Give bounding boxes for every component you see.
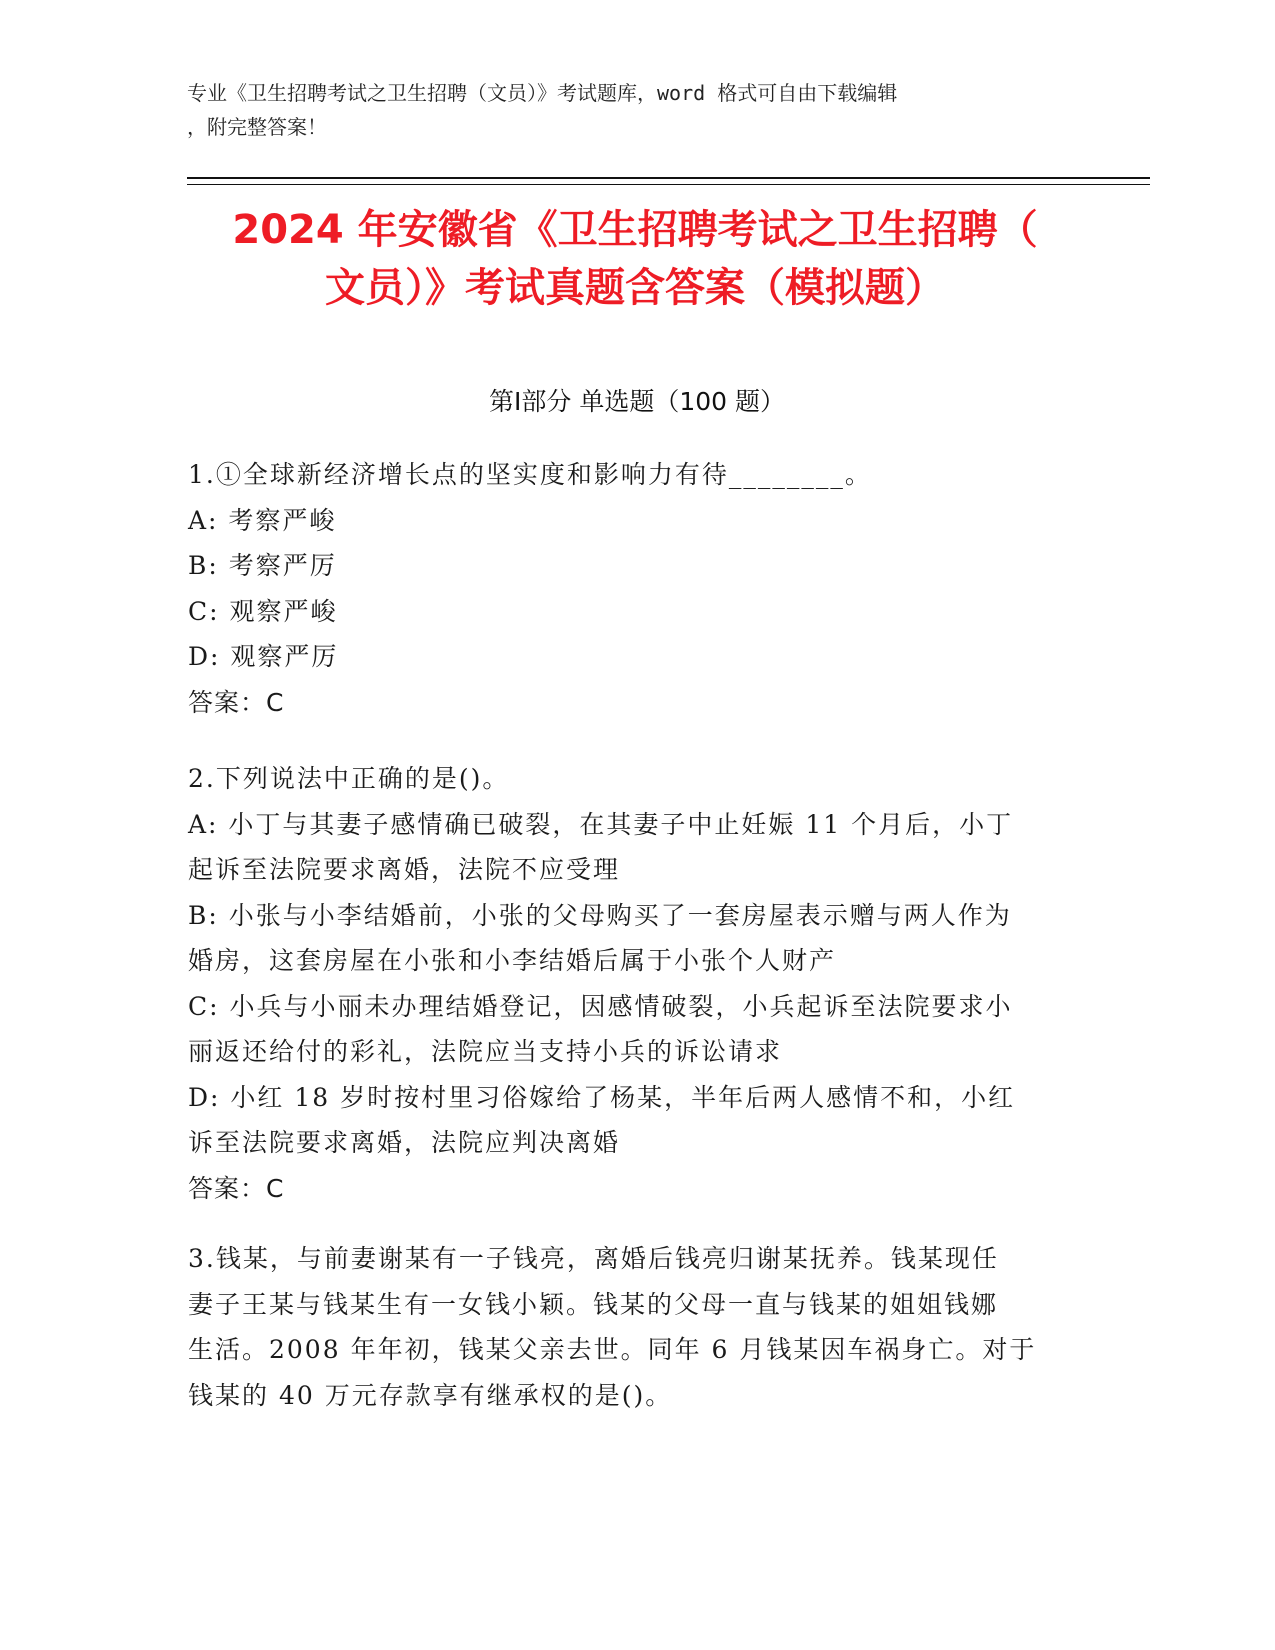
question-2 (188, 756, 1083, 1211)
option-c: C: 观察严峻 (188, 596, 338, 626)
question-stem: 2.下列说法中正确的是()。 (188, 764, 510, 793)
question-stem-line-3: 生活。2008 年年初，钱某父亲去世。同年 6 月钱某因车祸身亡。对于 (188, 1335, 1037, 1364)
option-a-cont: 起诉至法院要求离婚，法院不应受理 (188, 855, 621, 884)
header-divider-thin (187, 184, 1150, 185)
section-title: 第Ⅰ部分 单选题（100 题） (489, 387, 785, 416)
header-note-line-1: 专业《卫生招聘考试之卫生招聘（文员）》考试题库，word 格式可自由下载编辑 (187, 81, 898, 105)
option-b: B: 小张与小李结婚前，小张的父母购买了一套房屋表示赠与两人作为 (188, 900, 1012, 930)
document-title-line-2: 文员）》考试真题含答案（模拟题） (325, 265, 945, 311)
option-c-cont: 丽返还给付的彩礼，法院应当支持小兵的诉讼请求 (188, 1037, 783, 1066)
question-3 (188, 1236, 1083, 1418)
question-stem-line-4: 钱某的 40 万元存款享有继承权的是()。 (188, 1380, 673, 1410)
option-b-cont: 婚房，这套房屋在小张和小李结婚后属于小张个人财产 (188, 946, 837, 975)
document-title-line-1: 2024 年安徽省《卫生招聘考试之卫生招聘（ (232, 207, 1038, 253)
answer: 答案：C (188, 687, 285, 717)
question-stem: 1.①全球新经济增长点的坚实度和影响力有待________。 (188, 460, 872, 489)
option-b: B: 考察严厉 (188, 551, 337, 580)
option-a: A: 小丁与其妻子感情确已破裂，在其妻子中止妊娠 11 个月后，小丁 (188, 809, 1014, 839)
option-c: C: 小兵与小丽未办理结婚登记，因感情破裂，小兵起诉至法院要求小 (188, 991, 1013, 1021)
header-note (187, 76, 1087, 144)
option-a: A: 考察严峻 (188, 505, 337, 535)
header-note-line-2: ，附完整答案！ (187, 115, 327, 139)
header-divider-thick (187, 177, 1150, 179)
document-title (180, 201, 1090, 317)
option-d-cont: 诉至法院要求离婚，法院应判决离婚 (188, 1128, 621, 1157)
question-stem-line-2: 妻子王某与钱某生有一女钱小颖。钱某的父母一直与钱某的姐姐钱娜 (188, 1289, 999, 1319)
question-stem-line-1: 3.钱某，与前妻谢某有一子钱亮，离婚后钱亮归谢某抚养。钱某现任 (188, 1244, 999, 1273)
question-1 (188, 452, 1083, 725)
option-d: D: 小红 18 岁时按村里习俗嫁给了杨某，半年后两人感情不和，小红 (188, 1082, 1016, 1112)
answer: 答案：C (188, 1173, 285, 1203)
option-d: D: 观察严厉 (188, 642, 339, 671)
